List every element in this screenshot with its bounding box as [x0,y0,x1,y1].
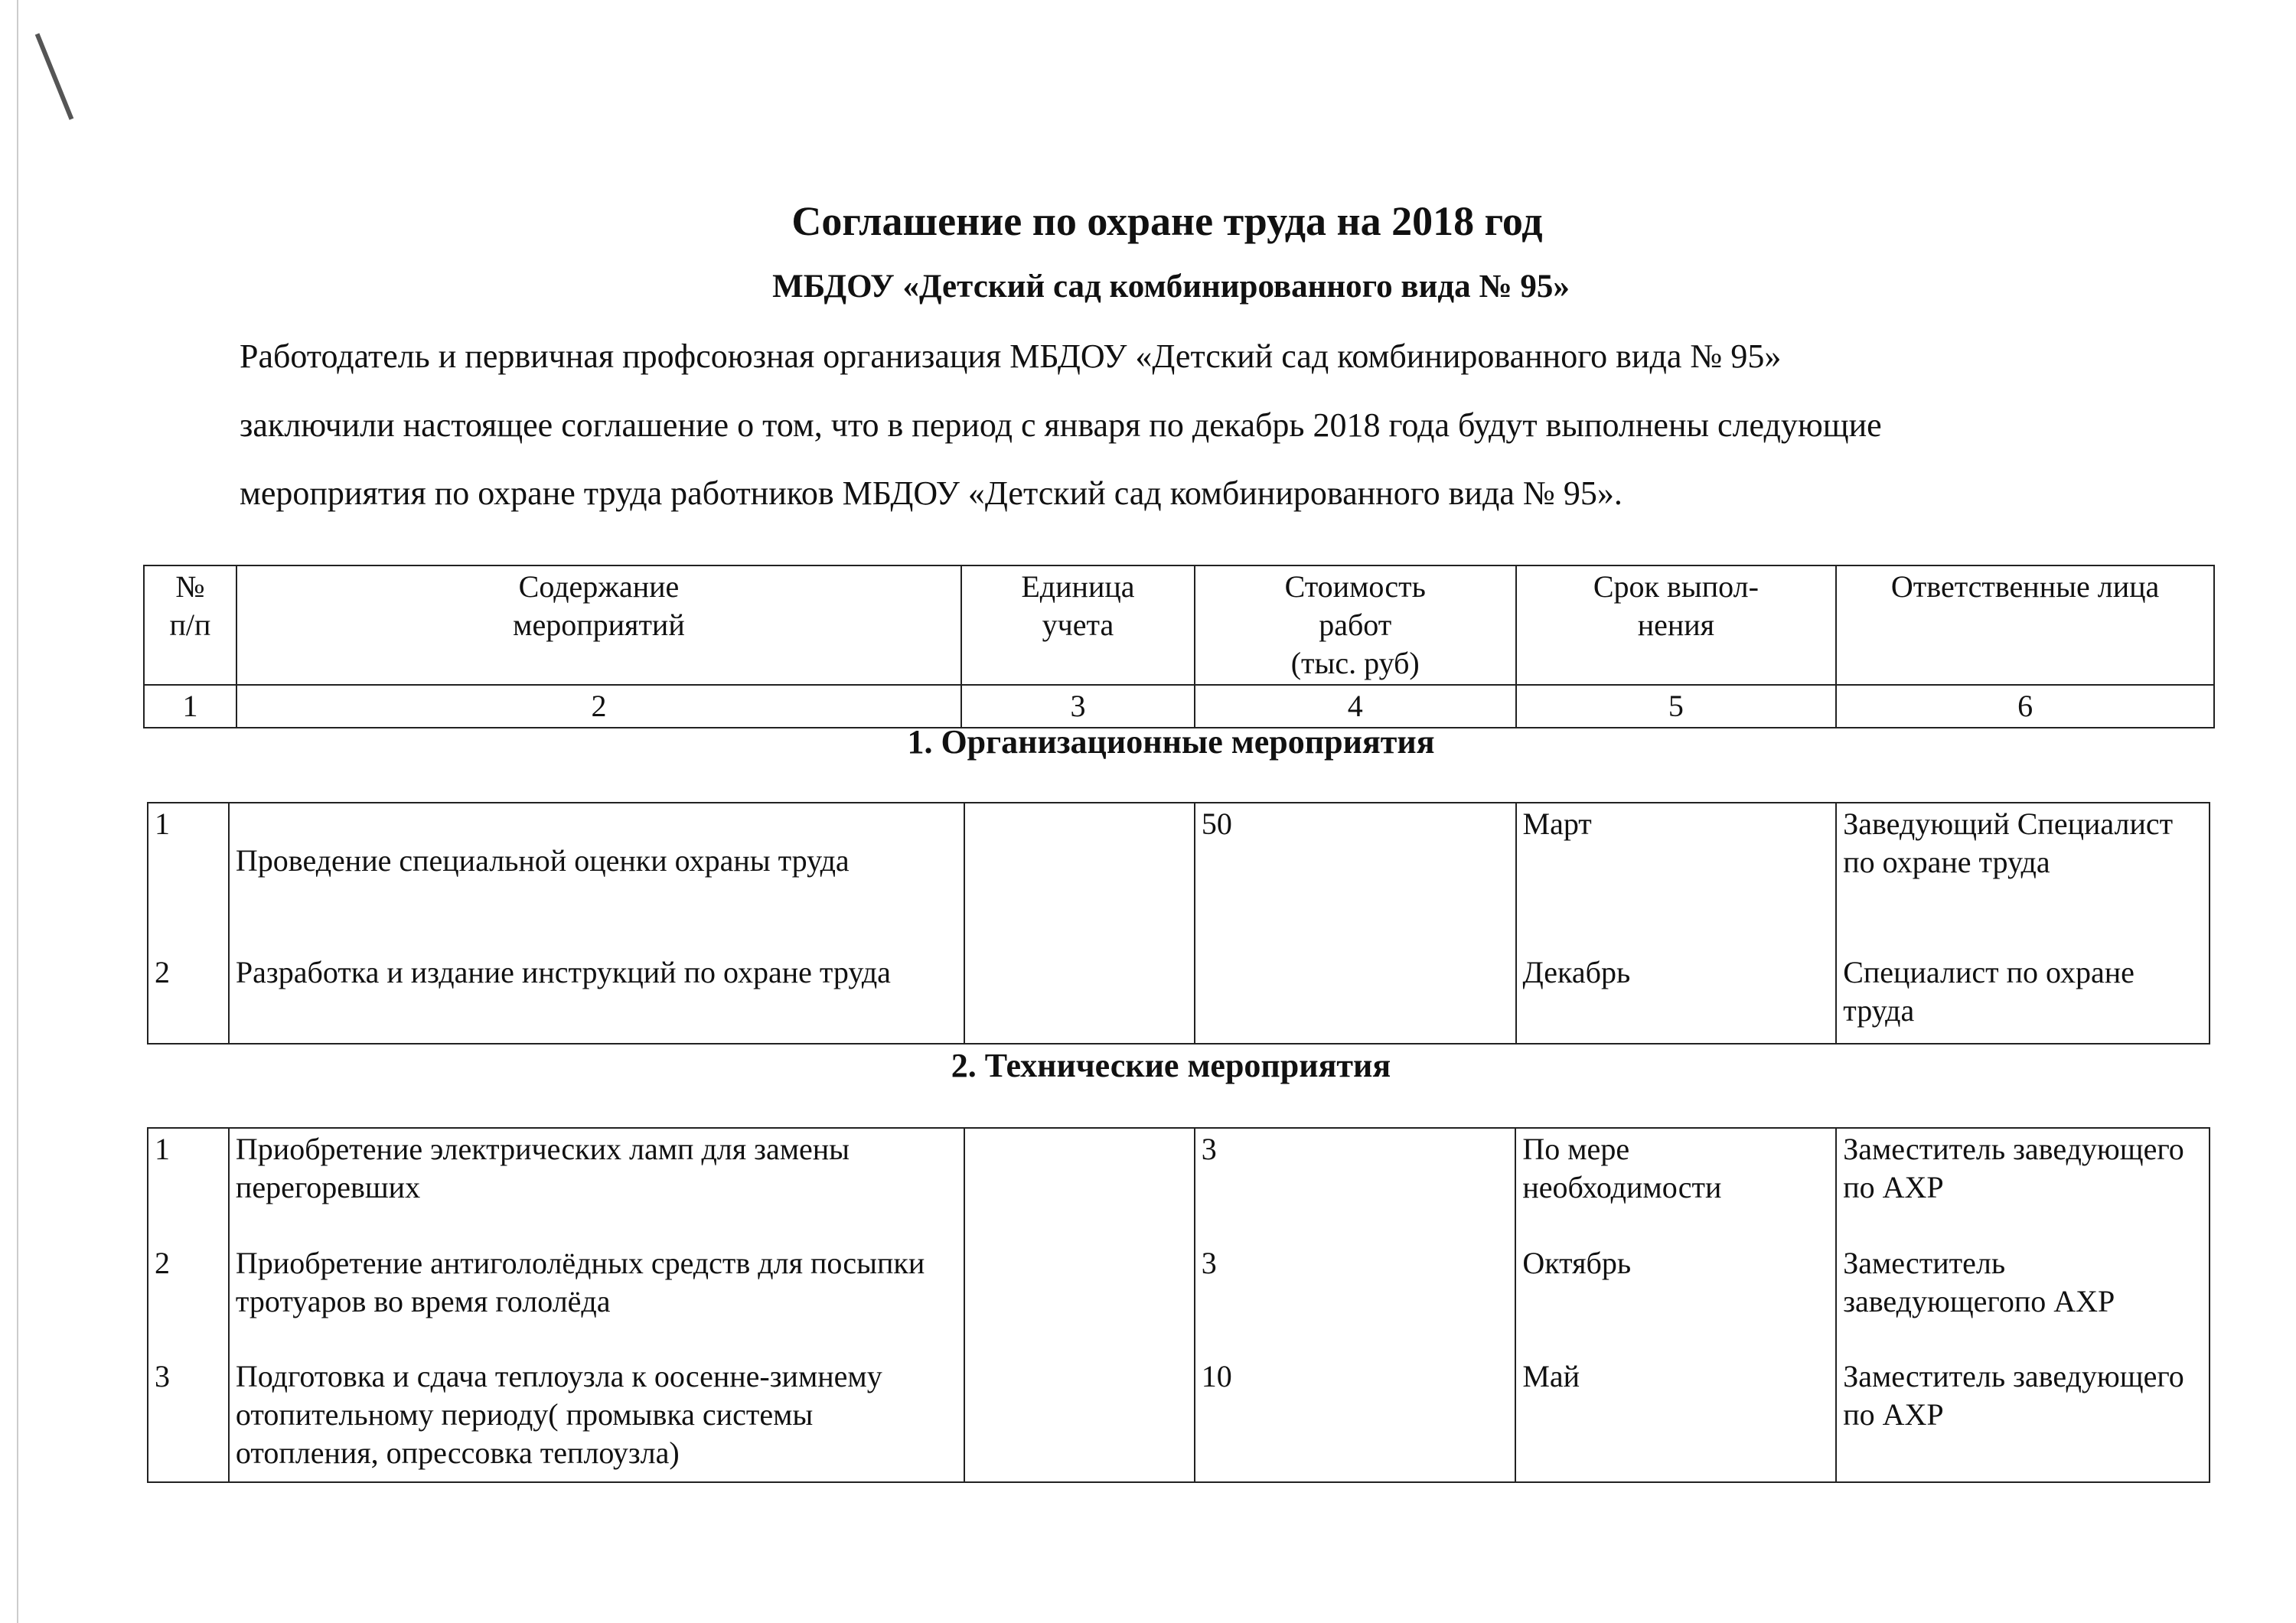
row-unit [964,1243,1195,1356]
row-cost: 10 [1195,1356,1516,1482]
staple-mark [35,33,74,120]
header-table [143,565,2215,728]
row-number: 1 [148,1128,229,1243]
section-title: 1. Организационные мероприятия [907,723,1435,761]
row-responsible: Заведующий Специалист по охране труда [1836,803,2210,952]
col-number: 1 [144,685,236,728]
header-text: работ [1319,608,1392,642]
row-unit [964,1128,1195,1243]
header-text: мероприятий [513,608,685,642]
header-text: п/п [169,608,211,642]
section-title: 2. Технические мероприятия [951,1047,1391,1084]
row-cost: 3 [1195,1243,1516,1356]
header-row [144,565,2214,685]
header-col-term [1516,565,1837,685]
row-responsible: Заместитель заведующегопо АХР [1836,1243,2210,1356]
col-number: 5 [1516,685,1837,728]
intro-line-3: мероприятия по охране труда работников МБДОУ «Детский сад комбинированного вида № 95». [240,474,1623,512]
header-col-content [236,565,961,685]
row-number: 2 [148,1243,229,1356]
header-text: Содержание [518,569,680,604]
document-subtitle: МБДОУ «Детский сад комбинированного вида № 95» [772,269,1570,305]
row-cost [1195,952,1516,1044]
row-term: Декабрь [1516,952,1837,1044]
row-content: Подготовка и сдача теплоузла к оосенне-зимнему отопительному периоду( промывка системы отопления, опрессовка теплоузла) [229,1356,964,1482]
header-text: учета [1042,608,1114,642]
col-number: 2 [236,685,961,728]
row-unit [964,952,1195,1044]
document-title: Соглашение по охране труда на 2018 год [791,198,1543,244]
row-content: Приобретение электрических ламп для замены перегоревших [229,1128,964,1243]
intro-line-1: Работодатель и первичная профсоюзная организация МБДОУ «Детский сад комбинированного вида № 95» [240,337,1782,375]
header-col-number [144,565,236,685]
table-row [148,803,2210,952]
row-cost: 3 [1195,1128,1516,1243]
row-responsible: Заместитель заведующего по АХР [1836,1356,2210,1482]
header-text: Срок выпол- [1593,569,1759,604]
table-row [148,1128,2210,1243]
section-2-table [147,1127,2210,1483]
header-text: № [175,569,205,604]
col-number: 6 [1836,685,2214,728]
row-unit [964,1356,1195,1482]
intro-line-2: заключили настоящее соглашение о том, что в период с января по декабрь 2018 года будут выполнены следующие [240,406,1882,444]
section-1-table [147,802,2210,1045]
header-col-unit [961,565,1195,685]
header-text: Ответственные лица [1890,569,2160,604]
row-cost: 50 [1195,803,1516,952]
col-number: 3 [961,685,1195,728]
row-content: Приобретение антигололёдных средств для посыпки тротуаров во время гололёда [229,1243,964,1356]
row-term: Март [1516,803,1837,952]
table-row [148,1243,2210,1356]
header-col-cost [1195,565,1516,685]
header-col-responsible [1836,565,2214,685]
row-term: Май [1515,1356,1836,1482]
header-text: (тыс. руб) [1290,646,1420,680]
header-number-row [144,685,2214,728]
table-row [148,1356,2210,1482]
row-number: 2 [148,952,229,1044]
row-number: 1 [148,803,229,952]
header-text: Единица [1021,569,1135,604]
table-row [148,952,2210,1044]
header-text: Стоимость [1284,569,1426,604]
row-responsible: Специалист по охране труда [1836,952,2210,1044]
header-text: нения [1637,608,1715,642]
row-content: Разработка и издание инструкций по охране труда [229,952,964,1044]
row-term: Октябрь [1515,1243,1836,1356]
row-term: По мере необходимости [1515,1128,1836,1243]
row-content: Проведение специальной оценки охраны труда [229,803,964,952]
row-unit [964,803,1195,952]
row-number: 3 [148,1356,229,1482]
col-number: 4 [1195,685,1516,728]
row-responsible: Заместитель заведующего по АХР [1836,1128,2210,1243]
